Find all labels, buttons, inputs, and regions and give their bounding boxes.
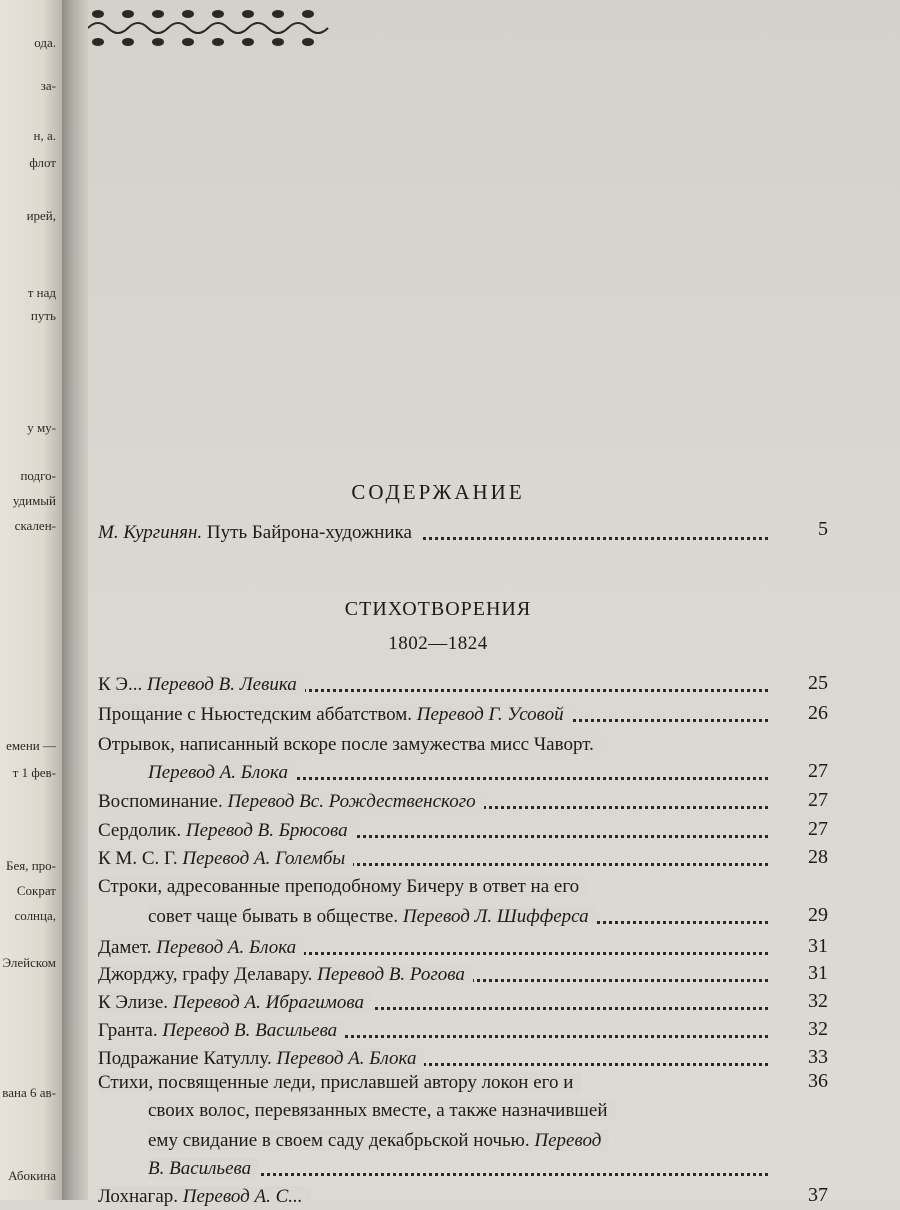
page-number: 33: [808, 1046, 828, 1068]
page-number: 31: [808, 962, 828, 984]
intro-author: М. Кургинян.: [98, 522, 203, 543]
toc-row-intro[interactable]: [98, 520, 828, 546]
entry-title: Джорджу, графу Делавару.: [98, 964, 313, 985]
section-years: 1802—1824: [388, 633, 488, 654]
entry-title: своих волос, перевязанных вместе, а также назначившей: [148, 1100, 608, 1121]
left-page-fragment: ода.: [34, 35, 56, 50]
entry-title: Отрывок, написанный вскоре после замужества мисс Чаворт.: [98, 734, 594, 755]
left-page-fragment: Бея, про-: [5, 858, 56, 873]
entry-title: Воспоминание.: [98, 791, 223, 812]
toc-row[interactable]: [98, 732, 828, 758]
toc-row[interactable]: [148, 1156, 828, 1182]
entry-translator: Перевод А. Блока: [156, 937, 297, 958]
toc-row[interactable]: [98, 702, 828, 728]
entry-translator: Перевод В. Левика: [146, 674, 297, 695]
toc-row[interactable]: [98, 962, 828, 988]
toc-row[interactable]: [148, 1098, 828, 1124]
toc-row[interactable]: [98, 874, 828, 900]
left-page-fragment: Элейском: [2, 955, 56, 970]
toc-row[interactable]: [98, 1070, 828, 1096]
left-page-fragment: т 1 фев-: [12, 765, 56, 780]
contents-heading: СОДЕРЖАНИЕ: [351, 480, 525, 504]
entry-title: ему свидание в своем саду декабрьской ночью.: [148, 1130, 530, 1151]
toc-row[interactable]: [98, 672, 828, 698]
left-page-edge: [0, 0, 62, 1200]
intro-title: Путь Байрона-художника: [206, 522, 412, 543]
toc-row[interactable]: [98, 789, 828, 815]
left-page-fragment: подго-: [20, 468, 56, 483]
page-number: 5: [818, 520, 828, 540]
entry-title: К Элизе.: [98, 992, 169, 1013]
toc-row[interactable]: [98, 1184, 828, 1210]
page-number: 27: [808, 760, 828, 782]
entry-translator: Перевод Вс. Рождественского: [227, 791, 476, 812]
left-page-fragment: удимый: [12, 493, 56, 508]
entry-translator: Перевод Л. Шифферса: [402, 906, 589, 927]
table-of-contents: [88, 0, 900, 1207]
entry-translator: Перевод В. Брюсова: [185, 820, 348, 841]
toc-row[interactable]: [148, 1128, 828, 1154]
entry-translator: Перевод А. Голембы: [182, 848, 346, 869]
left-page-fragment: Абокина: [8, 1168, 56, 1183]
entry-translator: Перевод Г. Усовой: [416, 704, 564, 725]
entry-translator: Перевод В. Рогова: [317, 964, 465, 985]
left-page-fragment: флот: [29, 155, 56, 170]
page-number: 27: [808, 818, 828, 840]
entry-translator: Перевод: [534, 1130, 602, 1151]
entry-title: Гранта.: [98, 1020, 158, 1041]
toc-row[interactable]: [98, 1018, 828, 1044]
entry-translator: В. Васильева: [148, 1158, 252, 1179]
page-number: 32: [808, 1018, 828, 1040]
page-number: 37: [808, 1184, 828, 1206]
entry-title: Прощание с Ньюстедским аббатством.: [98, 704, 412, 725]
section-title: СТИХОТВОРЕНИЯ: [344, 598, 532, 620]
book-gutter: [62, 0, 88, 1200]
toc-row[interactable]: [98, 990, 828, 1016]
page-number: 26: [808, 702, 828, 724]
left-page-fragment: скален-: [14, 518, 56, 533]
page-number: 25: [808, 672, 828, 694]
contents-page: [88, 0, 900, 1207]
left-page-fragment: т над: [27, 285, 56, 300]
page-number: 31: [808, 935, 828, 957]
toc-row[interactable]: [98, 1046, 828, 1072]
entry-title: совет чаще бывать в обществе.: [148, 906, 399, 927]
page-number: 28: [808, 846, 828, 868]
toc-row[interactable]: [148, 760, 828, 786]
left-page-fragment: емени —: [6, 738, 56, 753]
left-page-fragment: ирей,: [26, 208, 56, 223]
toc-row[interactable]: [98, 818, 828, 844]
entry-translator: Перевод В. Васильева: [162, 1020, 338, 1041]
left-page-fragment: путь: [30, 308, 56, 323]
entry-translator: Перевод А. Блока: [276, 1048, 417, 1069]
entry-title: Подражание Катуллу.: [98, 1048, 272, 1069]
entry-title: Лохнагар.: [98, 1186, 179, 1207]
entry-translator: Перевод А. Блока: [148, 762, 288, 783]
page-number: 32: [808, 990, 828, 1012]
left-page-fragment: Сократ: [16, 883, 56, 898]
entry-title: Стихи, посвященные леди, приславшей автору локон его и: [98, 1072, 574, 1093]
toc-row[interactable]: [148, 904, 828, 930]
entry-title: Строки, адресованные преподобному Бичеру в ответ на его: [98, 876, 580, 897]
toc-row[interactable]: [98, 846, 828, 872]
page-number: 27: [808, 789, 828, 811]
left-page-fragment: у му-: [27, 420, 56, 435]
page-number: 36: [808, 1070, 828, 1092]
left-page-fragment: вана 6 ав-: [2, 1085, 56, 1100]
left-page-fragment: солнца,: [14, 908, 56, 923]
page-number: 29: [808, 904, 828, 926]
entry-title: К М. С. Г.: [98, 848, 178, 869]
left-page-fragment: н, а.: [33, 128, 56, 143]
left-page-fragment: за-: [40, 78, 56, 93]
entry-title: К Э...: [98, 674, 143, 695]
entry-title: Дамет.: [98, 937, 152, 958]
entry-title: Сердолик.: [98, 820, 182, 841]
toc-row[interactable]: [98, 935, 828, 961]
entry-translator: Перевод А. С...: [182, 1186, 303, 1207]
entry-translator: Перевод А. Ибрагимова: [172, 992, 365, 1013]
